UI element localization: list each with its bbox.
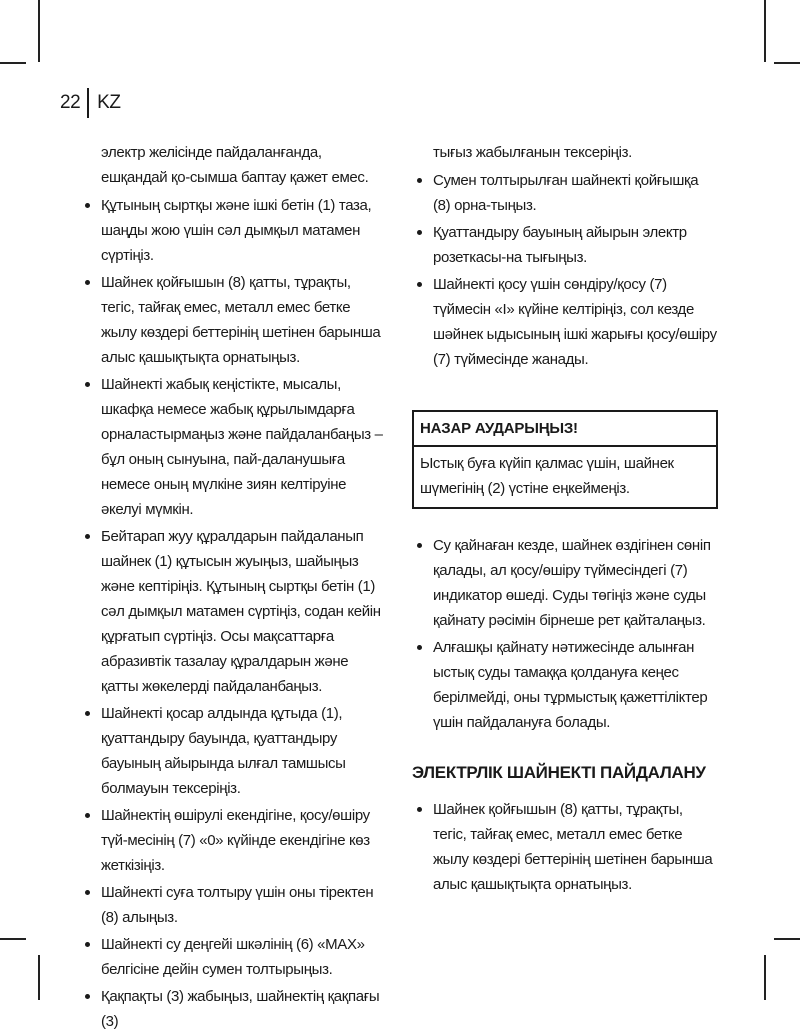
page-header <box>60 88 120 118</box>
list-item: Шайнекті қосар алдында құтыда (1), қуаттандыру бауында, қуаттандыру бауының айырында ылғал тамшысы болмауын тексеріңіз. <box>80 701 386 801</box>
language-code: KZ <box>97 92 121 113</box>
crop-mark-right-lower <box>774 938 800 940</box>
section-heading: ЭЛЕКТРЛІК ШАЙНЕКТІ ПАЙДАЛАНУ <box>412 763 706 782</box>
header-divider <box>87 88 89 118</box>
crop-mark-right-upper <box>774 62 800 64</box>
list-item: Шайнекті қосу үшін сөндіру/қосу (7) түймесін «I» күйіне келтіріңіз, сол кезде шәйнек ыдысының ішкі жарығы қосу/өшіру (7) түймесінде жанады. <box>412 272 718 372</box>
right-bullet-list-top <box>412 168 718 372</box>
warning-text: Ыстық буға күйіп қалмас үшін, шайнек шүмегінің (2) үстіне еңкеймеңіз. <box>420 455 674 497</box>
list-item: Шайнектің өшірулі екендігіне, қосу/өшіру түй-месінің (7) «0» күйінде екендігіне көз жеткізіңіз. <box>80 803 386 878</box>
left-continuation-text: электр желісінде пайдаланғанда, ешқандай қо-сымша баптау қажет емес. <box>101 144 369 186</box>
list-item: Құтының сыртқы және ішкі бетін (1) таза, шаңды жою үшін сәл дымқыл матамен сүртіңіз. <box>80 193 386 268</box>
right-continuation-text: тығыз жабылғанын тексеріңіз. <box>433 144 632 161</box>
list-item: Қақпақты (3) жабыңыз, шайнектің қақпағы (3) <box>80 984 386 1034</box>
crop-mark-top-left <box>38 0 40 62</box>
list-item: Шайнекті суға толтыру үшін оны тіректен (8) алыңыз. <box>80 880 386 930</box>
warning-title: НАЗАР АУДАРЫҢЫЗ! <box>414 412 716 447</box>
crop-mark-left-lower <box>0 938 26 940</box>
left-bullet-list <box>80 193 386 1034</box>
list-item: Су қайнаған кезде, шайнек өздігінен сөніп қалады, ал қосу/өшіру түймесіндегі (7) индикатор өшеді. Суды төгіңіз және суды қайнату рәсімін бірнеше рет қайталаңыз. <box>412 533 718 633</box>
list-item: Шайнек қойғышын (8) қатты, тұрақты, тегіс, тайғақ емес, металл емес бетке жылу көздері беттерінің шетінен барынша алыс қашықтықта орнатыңыз. <box>80 270 386 370</box>
crop-mark-bottom-left <box>38 955 40 1000</box>
list-item: Шайнекті су деңгейі шкәлінің (6) «MAX» белгісіне дейін сумен толтырыңыз. <box>80 932 386 982</box>
right-column <box>412 140 718 899</box>
list-item: Шайнекті жабық кеңістікте, мысалы, шкафқа немесе жабық құрылымдарға орналастырмаңыз және пайдаланбаңыз – бұл оның сынуына, пай-даланушыға немесе оның мүлкіне зиян келтіруіне әкелуі мүмкін. <box>80 372 386 522</box>
list-item: Сумен толтырылған шайнекті қойғышқа (8) орна-тыңыз. <box>412 168 718 218</box>
list-item: Қуаттандыру бауының айырын электр розеткасы-на тығыңыз. <box>412 220 718 270</box>
list-item: Алғашқы қайнату нәтижесінде алынған ыстық суды тамаққа қолдануға кеңес берілмейді, оны тұрмыстық қажеттіліктер үшін пайдалануға болады. <box>412 635 718 735</box>
right-bullet-list-bottom <box>412 797 718 897</box>
page-number: 22 <box>60 92 81 113</box>
list-item: Бейтарап жуу құралдарын пайдаланып шайнек (1) құтысын жуыңыз, шайыңыз және кептіріңіз. Құтының сыртқы бетін (1) сәл дымқыл матамен сүртіңіз, содан кейін құрғатып сүртіңіз. Осы мақсаттарға абразивтік тазалау құралдарын және қатты жөкелерді пайдаланбаңыз. <box>80 524 386 699</box>
warning-box <box>412 410 718 509</box>
left-column <box>80 140 386 1036</box>
crop-mark-top-right <box>764 0 766 62</box>
right-bullet-list-middle <box>412 533 718 735</box>
crop-mark-left-upper <box>0 62 26 64</box>
crop-mark-bottom-right <box>764 955 766 1000</box>
list-item: Шайнек қойғышын (8) қатты, тұрақты, тегіс, тайғақ емес, металл емес бетке жылу көздері беттерінің шетінен барынша алыс қашықтықта орнатыңыз. <box>412 797 718 897</box>
